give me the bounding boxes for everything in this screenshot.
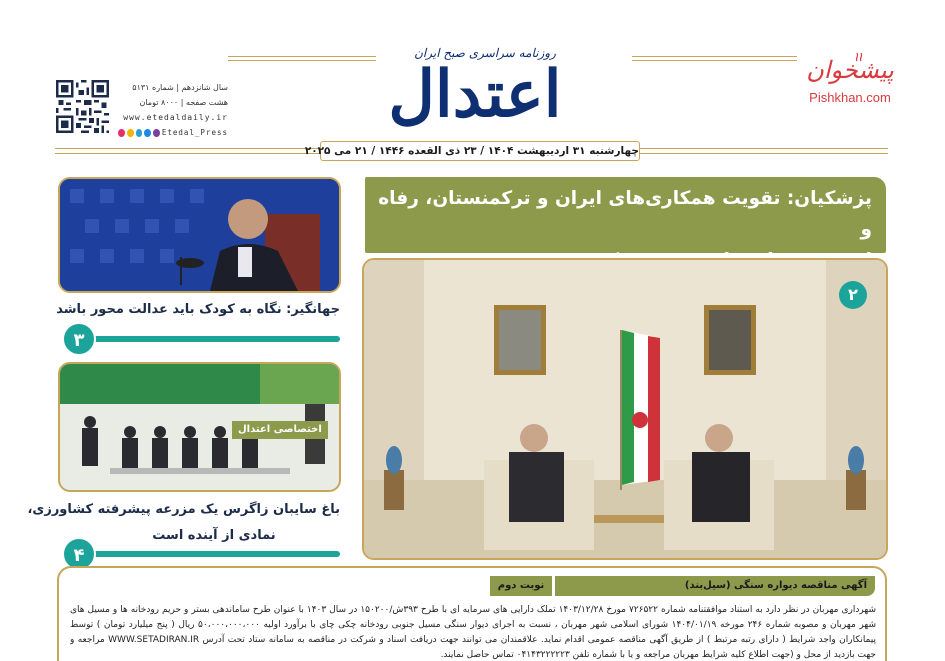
dateline-rule	[638, 153, 888, 154]
main-headline[interactable]: پزشکیان: تقویت همکاری‌های ایران و ترکمنستان، رفاه و	[378, 188, 872, 240]
story2-caption[interactable]: باغ سایبان زاگرس یک مزرعه پیشرفته کشاورزی، نمادی از آینده است	[27, 502, 340, 543]
story1-caption[interactable]: جهانگیر: نگاه به کودک باید عدالت محور باشد	[56, 302, 340, 317]
story1-photo[interactable]	[58, 177, 341, 293]
year-issue: سال شانزدهم | شماره ۵۱۳۱	[132, 83, 228, 92]
main-photo[interactable]	[362, 258, 888, 560]
pages-price: هشت صفحه | ۸۰۰۰ تومان	[139, 98, 228, 107]
section-bar	[86, 551, 340, 557]
social-handle: Etedal_Press	[161, 128, 229, 137]
publication-info	[118, 80, 228, 140]
tender-ad-body: شهرداری مهربان در نظر دارد به استناد موافقتنامه شماره ۷۲۶۵۲۲ مورخ ۱۴۰۳/۱۲/۲۸ تملک دارایی های سرمایه ای با طرح ۳۹۳ش/۱۵۰۲۰۰ در سال ۱۴۰۳ با عنوان طرح ساماندهی بستر و حریم رودخانه ها و مسیل های شهر مهربان و مصوبه شماره ۲۴۶ مورخه ۱۴۰۴/۰۱/۱۹ شورای اسلامی شهر مهربان ، نسبت به اجرای دیوار سنگی مسیل جنوبی رودخانه چکی چای با برآورد اولیه ۵۰،۰۰۰،۰۰۰،۰۰۰ ریال ( پنج میلیارد تومان ) توسط پیمانکاران واجد شرایط ( دارای رتبه مرتبط ) از طریق آگهی مناقصه عمومی اقدام نماید. علاقمندان می توانند جهت دریافت اسناد و شرکت در مناقصه به سامانه ستاد تحت آدرس WWW.SETADIRAN.IR مراجعه و جهت بازدید از محل و (جهت اطلاع کلیه شرایط مهربان مراجعه و یا با شماره تلفن ۰۴۱۴۳۲۲۲۲۲۳ تماس حاصل نمایند.	[70, 605, 876, 660]
page-ref-badge: ۲	[839, 281, 867, 309]
newspaper-logo: اعتدال	[388, 57, 562, 132]
rubika-icon[interactable]	[127, 129, 134, 137]
newspaper-tagline: روزنامه سراسری صبح ایران	[414, 46, 556, 60]
page-ref-badge: ۳	[62, 322, 96, 356]
header-rule	[632, 56, 797, 57]
pishkhan-logo[interactable]	[800, 52, 900, 122]
dateline-rule	[55, 153, 325, 154]
speaker-photo-illustration	[60, 179, 339, 291]
main-headline-box[interactable]	[365, 177, 886, 253]
tender-ad-title: آگهی مناقصه دیواره سنگی (سیل‌بند)	[555, 576, 875, 596]
tender-ad-round: نوبت دوم	[490, 576, 552, 596]
exclusive-label: اختصاصی اعتدال	[232, 421, 328, 439]
meeting-photo-illustration	[364, 260, 886, 558]
pishkhan-url[interactable]: Pishkhan.com	[809, 90, 891, 105]
eitaa-icon[interactable]	[144, 129, 151, 137]
instagram-icon[interactable]	[118, 129, 125, 137]
page-ref-badge: ۴	[62, 537, 96, 571]
qr-code-icon	[56, 80, 109, 133]
section-bar	[86, 336, 340, 342]
telegram-icon[interactable]	[136, 129, 143, 137]
website-link[interactable]: www.etedaldaily.ir	[123, 113, 228, 122]
dateline-rule	[55, 148, 325, 149]
header-rule	[228, 56, 376, 57]
dateline: چهارشنبه ۳۱ اردیبهشت ۱۴۰۴ / ۲۳ ذی القعده ۱۴۴۶ / ۲۱ می ۲۰۲۵	[320, 141, 640, 161]
header-rule	[632, 60, 797, 61]
pishkhan-wordmark: پیشخوان	[806, 56, 894, 84]
bale-icon[interactable]	[153, 129, 160, 137]
social-links[interactable]	[118, 125, 228, 140]
header-rule	[228, 60, 376, 61]
steam-icon	[854, 52, 864, 62]
dateline-rule	[638, 148, 888, 149]
